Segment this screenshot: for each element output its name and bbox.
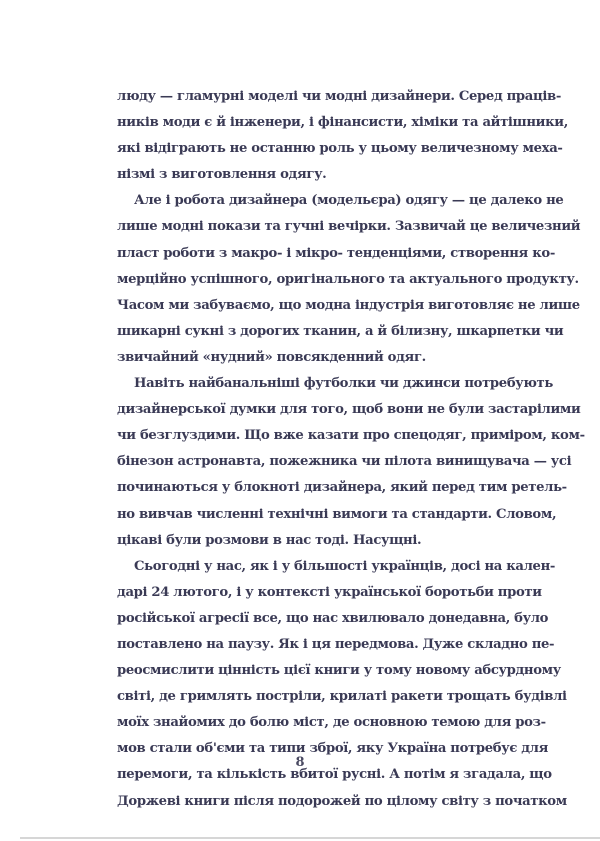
text-line: Часом ми забуваємо, що модна індустрія виготовляє не лише	[117, 297, 580, 313]
text-line: Але і робота дизайнера (модельєра) одягу — це далеко не	[134, 193, 564, 209]
text-line: поставлено на паузу. Як і ця передмова. Дуже складно пе-	[117, 636, 555, 652]
text-line: реосмислити цінність цієї книги у тому новому абсурдному	[117, 663, 561, 679]
text-line: мов стали об'єми та типи зброї, яку Україна потребує для	[117, 741, 549, 757]
text-line: російської агресії все, що нас хвилювало донедавна, було	[117, 610, 549, 626]
text-line: пласт роботи з макро- і мікро- тенденціями, створення ко-	[117, 245, 555, 261]
text-line: нізмі з виготовлення одягу.	[117, 167, 327, 183]
text-line: но вивчав численні технічні вимоги та стандарти. Словом,	[117, 506, 557, 522]
text-line: Навіть найбанальніші футболки чи джинси потребують	[134, 376, 553, 392]
text-line: перемоги, та кількість вбитої русні. А потім я згадала, що	[117, 767, 552, 783]
text-line: шикарні сукні з дорогих тканин, а й білизну, шкарпетки чи	[117, 323, 564, 339]
text-line: дарі 24 лютого, і у контексті української боротьби проти	[117, 584, 542, 600]
text-line: цікаві були розмови в нас тоді. Насущні.	[117, 532, 422, 548]
text-line: ників моди є й інженери, і фінансисти, хіміки та айтішники,	[117, 115, 568, 131]
paragraph	[117, 188, 581, 371]
text-line: світі, де гримлять постріли, крилаті ракети трощать будівлі	[117, 689, 567, 705]
text-line: які відіграють не останню роль у цьому величезному меха-	[117, 141, 563, 157]
text-line: люду — гламурні моделі чи модні дизайнери. Серед праців-	[117, 89, 561, 104]
text-line: бінезон астронавта, пожежника чи пілота винищувача — усі	[117, 454, 572, 470]
text-line: дизайнерської думки для того, щоб вони не були застарілими	[117, 402, 581, 418]
paragraph	[117, 554, 567, 815]
text-line: починаються у блокноті дизайнера, який перед тим ретель-	[117, 480, 567, 496]
paragraph	[117, 84, 568, 188]
page-body-text	[117, 84, 585, 815]
page-number: 8	[295, 755, 305, 770]
text-line: Доржеві книги після подорожей по цілому світу з початком	[117, 793, 567, 809]
text-line: мерційно успішного, оригінального та актуального продукту.	[117, 271, 579, 287]
text-line: лише модні покази та гучні вечірки. Зазвичай це величезний	[117, 219, 581, 235]
text-line: моїх знайомих до болю міст, де основною темою для роз-	[117, 715, 546, 731]
text-line: звичайний «нудний» повсякденний одяг.	[117, 349, 426, 365]
text-line: чи безглуздими. Що вже казати про спецодяг, приміром, ком-	[117, 428, 585, 444]
bottom-divider	[20, 837, 600, 839]
paragraph	[117, 371, 585, 554]
text-line: Сьогодні у нас, як і у більшості українців, досі на кален-	[134, 558, 555, 574]
